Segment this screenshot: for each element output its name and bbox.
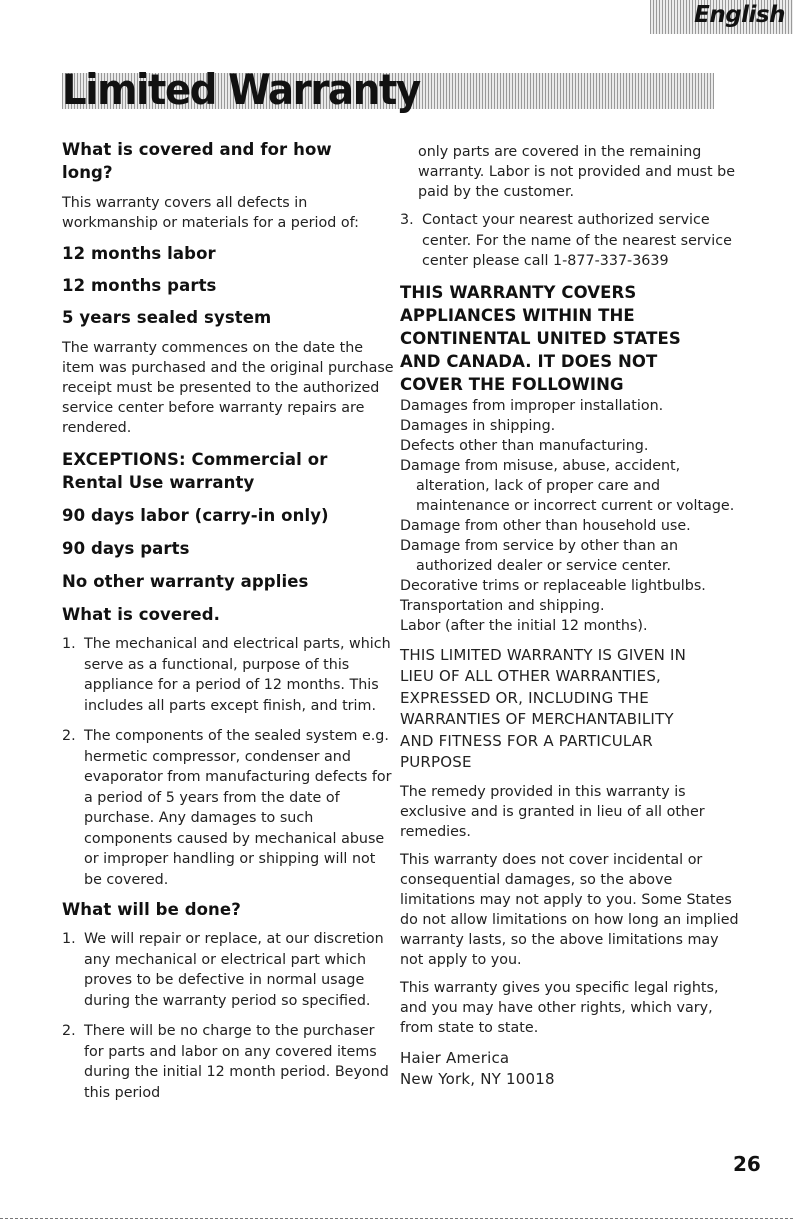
incidental-text: This warranty does not cover incidental or consequential damages, so the above limitations may not apply to you. Some States do not allow limitations on how long an implied warranty lasts, so the above limitations may not apply to you. (400, 851, 739, 968)
legal-rights-text: This warranty gives you specific legal rights, and you may have other rights, which vary, from state to state. (400, 979, 719, 1036)
list-item: Transportation and shipping. (400, 597, 605, 614)
heading-exceptions: EXCEPTIONS: Commercial or Rental Use warranty (62, 450, 328, 492)
heading-what-covered: What is covered. (62, 605, 221, 624)
list-item: 3. Contact your nearest authorized service center. For the name of the nearest service center please call 1-877-337-3639 (400, 212, 732, 269)
list-item: 2. The components of the sealed system e.g. hermetic compressor, condenser and evaporator from manufacturing defects for a period of 5 years from the date of purchase. Any damages to such components caused by mechanical abuse or improper handling or shipping will not be covered. (62, 728, 392, 888)
heading-no-other-warranty: No other warranty applies (62, 572, 309, 591)
term-labor: 12 months labor (62, 244, 216, 263)
company-name: Haier America (400, 1048, 510, 1067)
bottom-rule (0, 1218, 793, 1220)
heading-covered-how-long: What is covered and for how long? (62, 140, 332, 182)
covered-list (62, 634, 394, 890)
page-number: 26 (733, 1152, 761, 1176)
list-item: Defects other than manufacturing. (400, 437, 649, 454)
list-item: Decorative trims or replaceable lightbulbs. (400, 577, 706, 594)
language-tab (650, 0, 793, 34)
list-item: 2. There will be no charge to the purchaser for parts and labor on any covered items during the initial 12 month period. Beyond this period (62, 1023, 389, 1101)
heading-what-done: What will be done? (62, 900, 241, 919)
heading-territory: THIS WARRANTY COVERS APPLIANCES WITHIN THE CONTINENTAL UNITED STATES AND CANADA. IT DOES NOT COVER THE FOLLOWING (400, 282, 681, 394)
list-item: Damage from other than household use. (400, 517, 691, 534)
remedy-text: The remedy provided in this warranty is exclusive and is granted in lieu of all other remedies. (400, 783, 705, 840)
company-address: New York, NY 10018 (400, 1070, 555, 1088)
term-parts: 12 months parts (62, 276, 217, 295)
done-list (62, 929, 394, 1103)
list-item: Damages in shipping. (400, 417, 556, 434)
right-column (400, 142, 745, 1091)
language-label: English (694, 2, 785, 28)
list-item: Labor (after the initial 12 months). (400, 617, 648, 634)
term-sealed-system: 5 years sealed system (62, 308, 272, 327)
title-band (62, 65, 714, 114)
list-item: 1. We will repair or replace, at our discretion any mechanical or electrical part which proves to be defective in normal usage during the warranty period so specified. (62, 931, 384, 1009)
left-column (62, 138, 394, 1103)
list-item: Damage from service by other than an authorized dealer or service center. (400, 537, 679, 574)
exception-parts: 90 days parts (62, 539, 190, 558)
exclusions-list (400, 396, 745, 636)
commencement-text: The warranty commences on the date the item was purchased and the original purchase receipt must be presented to the authorized service center before warranty repairs are rendered. (62, 340, 394, 436)
continued-text: only parts are covered in the remaining warranty. Labor is not provided and must be paid by the customer. (418, 144, 736, 200)
coverage-intro: This warranty covers all defects in workmanship or materials for a period of: (62, 195, 359, 231)
list-item: Damages from improper installation. (400, 397, 664, 414)
list-item: Damage from misuse, abuse, accident, alteration, lack of proper care and maintenance or incorrect current or voltage. (400, 457, 735, 514)
page-title: Limited Warranty (62, 65, 420, 114)
exception-labor: 90 days labor (carry-in only) (62, 506, 329, 525)
list-item: 1. The mechanical and electrical parts, which serve as a functional, purpose of this appliance for a period of 12 months. This includes all parts except finish, and trim. (62, 636, 391, 714)
lieu-statement: THIS LIMITED WARRANTY IS GIVEN IN LIEU OF ALL OTHER WARRANTIES, EXPRESSED OR, INCLUDING THE WARRANTIES OF MERCHANTABILITY AND FITNESS FOR A PARTICULAR PURPOSE (400, 645, 687, 771)
